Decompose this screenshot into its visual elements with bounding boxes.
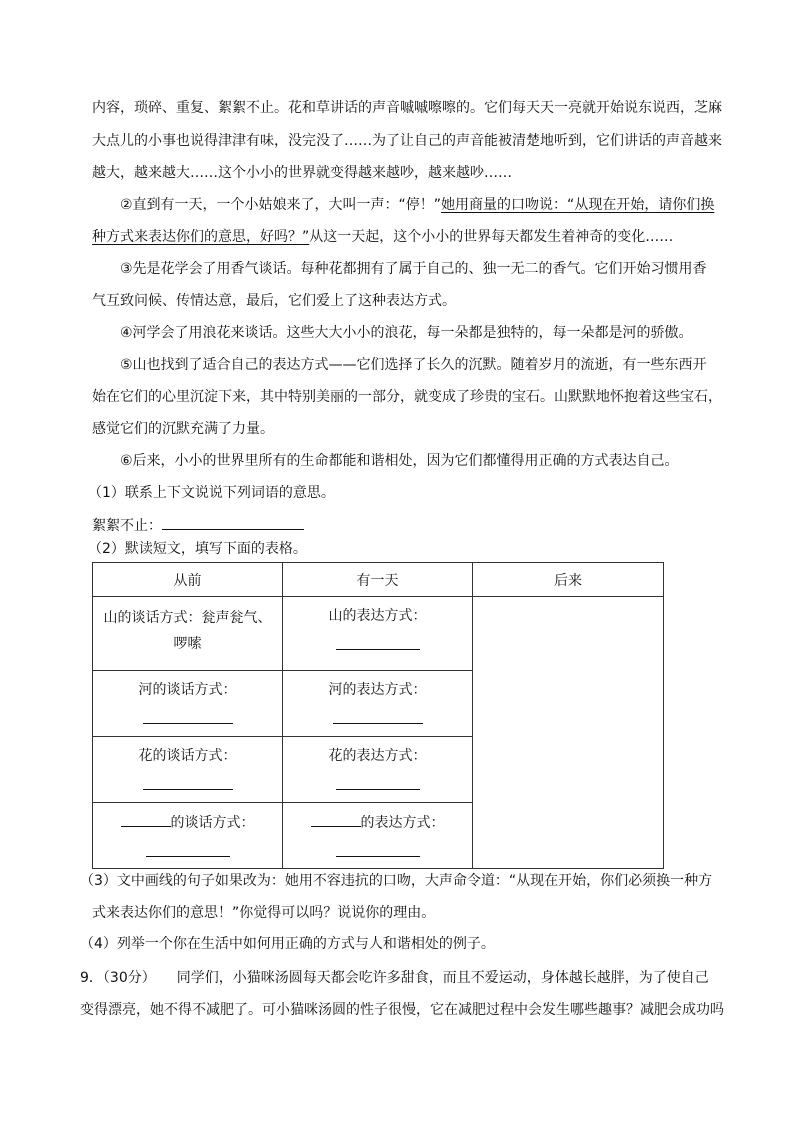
cell-text: 花的谈话方式： [138, 748, 237, 764]
answer-blank[interactable] [311, 812, 361, 827]
question-4: （4）列举一个你在生活中如何用正确的方式与人和谐相处的例子。 [80, 936, 495, 952]
question-3-cont: 式来表达你们的意思！”你觉得可以吗？说说你的理由。 [92, 905, 436, 921]
paragraph-2-cont [92, 227, 673, 247]
cell-text: 河的表达方式： [328, 682, 427, 698]
paragraph-4: ④河学会了用浪花来谈话。这些大大小小的浪花，每一朵都是独特的，每一朵都是河的骄傲。 [120, 325, 693, 341]
answer-table [92, 562, 664, 869]
table-cell-oneday [283, 671, 473, 737]
cell-text: 河的谈话方式： [138, 682, 237, 698]
cell-text: 的表达方式： [360, 815, 445, 831]
table-cell-before [93, 597, 283, 671]
table-cell-oneday [283, 803, 473, 869]
answer-blank[interactable] [121, 812, 171, 827]
table-header: 有一天 [283, 563, 473, 597]
passage-line: 大点儿的小事也说得津津有味，没完没了……为了让自己的声音能被清楚地听到，它们讲话的声音越来 [92, 133, 722, 149]
underlined-sentence: 她用商量的口吻说：“从现在开始，请你们换 [441, 197, 715, 213]
table-header: 从前 [93, 563, 283, 597]
answer-blank[interactable] [146, 855, 230, 857]
question-3: （3）文中画线的句子如果改为：她用不容违抗的口吻，大声命令道：“从现在开始，你们必须换一种方 [80, 873, 713, 889]
table-row [93, 597, 664, 671]
cell-text: 山的表达方式： [328, 608, 427, 624]
question-1-term [92, 515, 304, 536]
table-header: 后来 [473, 563, 664, 597]
question-9: 9．（30分） 同学们，小猫咪汤圆每天都会吃许多甜食，而且不爱运动，身体越长越胖，为了使自己 [80, 970, 709, 986]
cell-text: 的谈话方式： [170, 815, 255, 831]
paragraph-2-text: 从这一天起，这个小小的世界每天都发生着神奇的变化…… [309, 229, 674, 245]
table-cell-oneday [283, 737, 473, 803]
cell-text: 花的表达方式： [328, 748, 427, 764]
passage-line: 内容，琐碎、重复、絮絮不止。花和草讲话的声音嘁嘁嚓嚓的。它们每天天一亮就开始说东说西，芝麻 [92, 100, 722, 116]
answer-blank[interactable] [336, 788, 420, 790]
paragraph-3: ③先是花学会了用香气谈话。每种花都拥有了属于自己的、独一无二的香气。它们开始习惯用香 [120, 261, 707, 277]
question-9-cont: 变得漂亮，她不得不减肥了。可小猫咪汤圆的性子很慢，它在减肥过程中会发生哪些趣事？减肥会成功吗 [80, 1002, 724, 1018]
table-cell-oneday [283, 597, 473, 671]
paragraph-2-text: ②直到有一天，一个小姑娘来了，大叫一声：“停！” [120, 197, 442, 213]
table-cell-before [93, 803, 283, 869]
paragraph-5-cont: 始在它们的心里沉淀下来，其中特别美丽的一部分，就变成了珍贵的宝石。山默默地怀抱着这些宝石， [92, 389, 722, 405]
answer-blank[interactable] [162, 515, 304, 530]
table-cell-later[interactable] [473, 597, 664, 869]
table-cell-before [93, 671, 283, 737]
underlined-sentence-cont: 种方式来表达你们的意思，好吗？” [92, 229, 310, 245]
term-label: 絮絮不止： [92, 518, 162, 534]
paragraph-5: ⑤山也找到了适合自己的表达方式——它们选择了长久的沉默。随着岁月的流逝，有一些东西开 [120, 357, 707, 373]
paragraph-2 [120, 195, 714, 215]
answer-blank[interactable] [336, 855, 420, 857]
answer-blank[interactable] [333, 722, 423, 724]
paragraph-3-cont: 气互致问候、传情达意，最后，它们爱上了这种表达方式。 [92, 293, 456, 309]
passage-line: 越大，越来越大……这个小小的世界就变得越来越吵，越来越吵…… [92, 165, 512, 181]
cell-text: 山的谈话方式：瓮声瓮气、啰嗦 [103, 610, 272, 652]
question-1: （1）联系上下文说说下列词语的意思。 [88, 485, 335, 501]
answer-blank[interactable] [143, 788, 233, 790]
paragraph-6: ⑥后来，小小的世界里所有的生命都能和谐相处，因为它们都懂得用正确的方式表达自己。 [120, 453, 679, 469]
answer-blank[interactable] [143, 722, 233, 724]
paragraph-5-cont: 感觉它们的沉默充满了力量。 [92, 421, 274, 437]
question-2: （2）默读短文，填写下面的表格。 [88, 541, 307, 557]
table-cell-before [93, 737, 283, 803]
answer-blank[interactable] [336, 648, 420, 650]
